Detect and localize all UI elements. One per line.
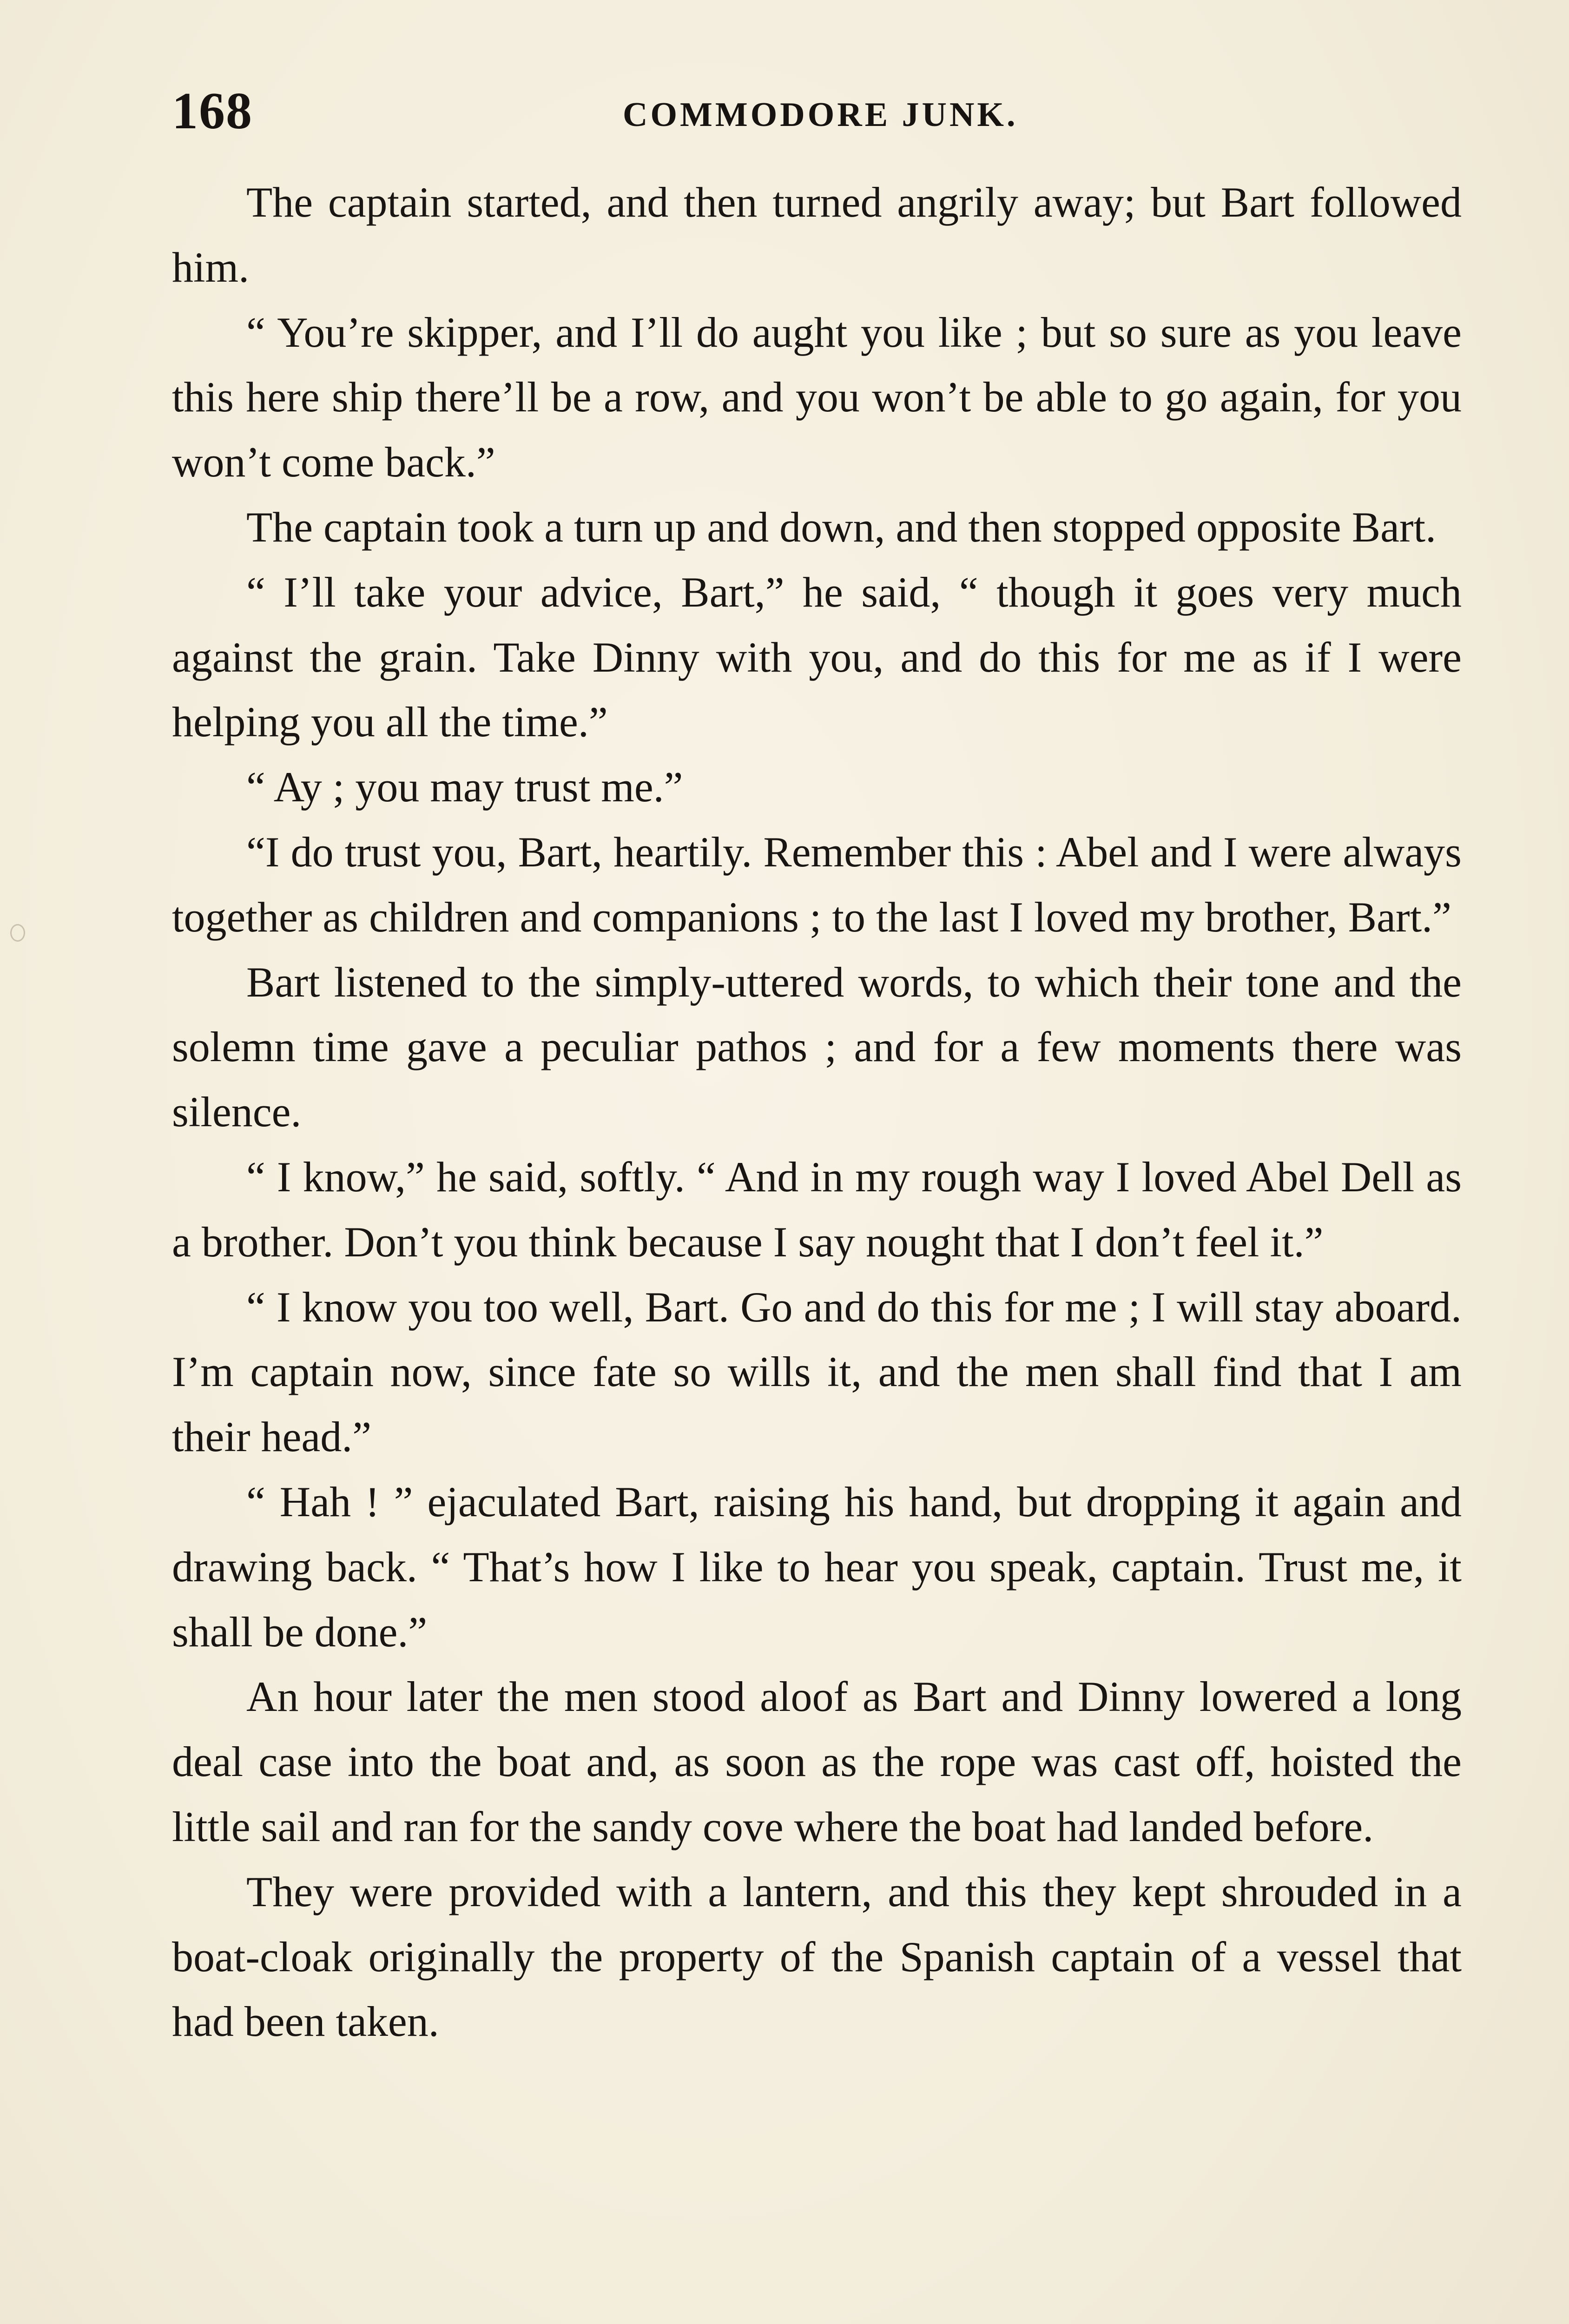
paragraph: “ I’ll take your advice, Bart,” he said, “ though it goes very much against the grain. Take Dinny with you, and do this for me as if I were helping you all the time.” bbox=[172, 568, 1462, 746]
paragraph: Bart listened to the simply-uttered words, to which their tone and the solemn time gave a peculiar pathos ; and for a few moments there was silence. bbox=[172, 958, 1462, 1136]
page-header bbox=[172, 81, 1464, 146]
paragraph: They were provided with a lantern, and this they kept shrouded in a boat-cloak originally the property of the Spanish captain of a vessel that had been taken. bbox=[172, 1868, 1462, 2046]
paragraph: “ Ay ; you may trust me.” bbox=[246, 763, 683, 811]
body-text bbox=[172, 170, 1462, 2054]
paragraph: “ I know,” he said, softly. “ And in my rough way I loved Abel Dell as a brother. Don’t you think because I say nought that I don’t feel it.” bbox=[172, 1153, 1462, 1266]
paragraph: “ I know you too well, Bart. Go and do this for me ; I will stay aboard. I’m captain now, since fate so wills it, and the men shall find that I am their head.” bbox=[172, 1283, 1462, 1461]
paragraph: The captain took a turn up and down, and then stopped opposite Bart. bbox=[246, 503, 1437, 551]
page-number: 168 bbox=[172, 82, 253, 140]
paragraph: The captain started, and then turned angrily away; but Bart followed him. bbox=[172, 178, 1462, 291]
paragraph: “ You’re skipper, and I’ll do aught you like ; but so sure as you leave this here ship there’ll be a row, and you won’t be able to go again, for you won’t come back.” bbox=[172, 308, 1462, 486]
paragraph: “I do trust you, Bart, heartily. Remember this : Abel and I were always together as children and companions ; to the last I loved my brother, Bart.” bbox=[172, 828, 1462, 941]
page-edge-mark bbox=[10, 924, 25, 942]
paragraph: “ Hah ! ” ejaculated Bart, raising his hand, but dropping it again and drawing back. “ That’s how I like to hear you speak, captain. Trust me, it shall be done.” bbox=[172, 1478, 1462, 1656]
paragraph: An hour later the men stood aloof as Bart and Dinny lowered a long deal case into the boat and, as soon as the rope was cast off, hoisted the little sail and ran for the sandy cove where the boat had landed before. bbox=[172, 1673, 1462, 1850]
running-head: COMMODORE JUNK. bbox=[623, 96, 1018, 134]
